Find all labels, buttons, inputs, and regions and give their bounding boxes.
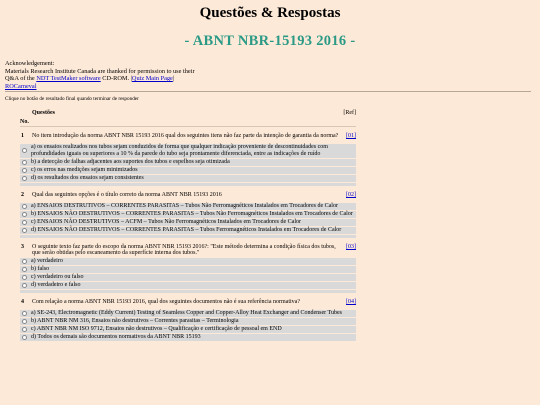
testmaker-link[interactable]: NDT TestMaker software xyxy=(36,75,101,83)
radio-button[interactable] xyxy=(22,283,27,288)
question-ref-link[interactable]: [03] xyxy=(346,243,356,250)
option-text: a) verdadeiro xyxy=(31,258,63,265)
radio-button[interactable] xyxy=(22,327,27,332)
option-text: d) Todos os demais são documentos normativos da ABNT NBR 15193 xyxy=(31,334,201,341)
question-2 xyxy=(20,192,356,238)
option-text: c) os erros nas medições sejam minimizados xyxy=(31,166,138,173)
answer-option[interactable] xyxy=(20,326,356,333)
question-ref-link[interactable]: [04] xyxy=(346,299,356,306)
answer-option[interactable] xyxy=(20,211,356,218)
radio-button[interactable] xyxy=(22,335,27,340)
page-subtitle: - ABNT NBR-15193 2016 - xyxy=(184,33,356,49)
answer-option[interactable] xyxy=(20,167,356,174)
divider xyxy=(5,91,531,92)
radio-button[interactable] xyxy=(22,267,27,272)
option-text: a) SE-243, Electromagnetic (Eddy Current) Testing of Seamless Copper and Copper-Alloy Heat Exchanger and Condenser Tubes xyxy=(31,310,342,317)
option-text: c) ENSAIOS NÃO DESTRUTIVOS – ACFM – Tubos Não Ferromagnéticos Instalados em Trocadores de Calor xyxy=(31,218,301,225)
option-spacer xyxy=(20,183,356,186)
ack-line3-mid: CD-ROM. | xyxy=(100,75,132,83)
quiz-main-page-link[interactable]: Quiz Main Page xyxy=(131,75,173,83)
rocarneval-link[interactable]: ROCarneval xyxy=(5,82,37,90)
question-row xyxy=(20,192,356,202)
question-number: 1 xyxy=(21,133,24,139)
question-row xyxy=(20,133,356,143)
question-text: Com relação a norma ABNT NBR 15193 2016, qual dos seguintes documentos não é sua referência normativa? xyxy=(32,299,300,306)
option-text: c) verdadeiro ou falso xyxy=(31,274,84,281)
answer-option[interactable] xyxy=(20,144,356,158)
answer-option[interactable] xyxy=(20,258,356,265)
option-text: d) verdadeiro e falso xyxy=(31,282,81,289)
question-number: 4 xyxy=(21,299,24,306)
question-3 xyxy=(20,244,356,294)
table-header xyxy=(20,109,356,127)
question-text: No item introdução da norma ABNT NBR 15193 2016 qual dos seguintes itens não faz parte da intenção de garantia da norma? xyxy=(32,133,339,139)
radio-button[interactable] xyxy=(22,160,27,165)
option-text: c) ABNT NBR NM ISO 9712, Ensaios não destrutivos – Qualificação e certificação de pessoal em END xyxy=(31,326,282,333)
question-text: Qual das seguintes opções é o título correto da norma ABNT NBR 15193 2016 xyxy=(32,191,222,198)
question-number: 3 xyxy=(21,243,24,250)
answer-option[interactable] xyxy=(20,159,356,166)
option-text: a) os ensaios realizados nos tubos sejam conduzidos de forma que qualquer indicação proveniente de descontinuidades com profundidades iguais ou superiores a 10 % da parede do tubo seja prontamente diferenciada, entre as indicações de ruído xyxy=(31,144,328,157)
ack-line2: Materials Research Institute Canada are thanked for permission to use their xyxy=(5,67,195,75)
radio-button[interactable] xyxy=(22,204,27,209)
radio-button[interactable] xyxy=(22,275,27,280)
question-ref-link[interactable]: [02] xyxy=(346,191,356,198)
header-no: No. xyxy=(20,119,29,125)
answer-option[interactable] xyxy=(20,203,356,210)
answer-option[interactable] xyxy=(20,318,356,325)
option-text: b) falso xyxy=(31,266,50,273)
answer-option[interactable] xyxy=(20,282,356,289)
ack-line3-suffix: | xyxy=(172,75,175,83)
answer-option[interactable] xyxy=(20,334,356,341)
acknowledgement xyxy=(5,60,195,90)
option-text: b) ENSAIOS NÃO DESTRUTIVOS – CORRENTES PARASITAS – Tubos Não Ferromagnéticos Instalados em Trocadores de Calor xyxy=(31,210,353,217)
instruction-text: Clique no botão de resultado final quando terminar de responder xyxy=(5,96,139,102)
radio-button[interactable] xyxy=(22,212,27,217)
answer-option[interactable] xyxy=(20,310,356,317)
question-row xyxy=(20,244,356,258)
radio-button[interactable] xyxy=(22,220,27,225)
header-questions: Questões xyxy=(32,110,55,116)
answer-option[interactable] xyxy=(20,219,356,226)
option-text: d) ENSAIOS NÃO DESTRUTIVOS – CORRENTES PARASITAS – Tubos Ferromagnéticos Instalados em Trocadores de Calor xyxy=(31,226,342,233)
question-row xyxy=(20,299,356,309)
option-text: d) os resultados dos ensaios sejam consistentes xyxy=(31,174,144,181)
radio-button[interactable] xyxy=(22,228,27,233)
ack-line1: Acknowledgement: xyxy=(5,60,55,67)
radio-button[interactable] xyxy=(22,168,27,173)
option-spacer xyxy=(20,235,356,238)
ack-line3-prefix: Q&A of the xyxy=(5,75,37,83)
questions-table xyxy=(20,109,356,341)
radio-button[interactable] xyxy=(22,259,27,264)
answer-option[interactable] xyxy=(20,175,356,182)
option-text: b) a detecção de falhas adjacentes aos suportes dos tubos e espelhos seja otimizada xyxy=(31,158,230,165)
radio-button[interactable] xyxy=(22,311,27,316)
question-4 xyxy=(20,299,356,341)
radio-button[interactable] xyxy=(22,148,27,153)
option-spacer xyxy=(20,290,356,293)
header-ref: [Ref] xyxy=(343,110,356,116)
radio-button[interactable] xyxy=(22,176,27,181)
question-1 xyxy=(20,133,356,186)
option-text: b) ABNT NBR NM 316, Ensaios não destrutivos – Correntes parasitas – Terminologia xyxy=(31,318,239,325)
answer-option[interactable] xyxy=(20,266,356,273)
answer-option[interactable] xyxy=(20,227,356,234)
question-number: 2 xyxy=(21,191,24,198)
ack-line3 xyxy=(5,75,195,83)
radio-button[interactable] xyxy=(22,319,27,324)
question-ref-link[interactable]: [01] xyxy=(346,133,356,139)
option-text: a) ENSAIOS DESTRUTIVOS – CORRENTES PARASITAS – Tubos Não Ferromagnéticos Instalados em Trocadores de Calor xyxy=(31,202,338,209)
answer-option[interactable] xyxy=(20,274,356,281)
question-text: O seguinte texto faz parte do escopo da norma ABNT NBR 15193 2016?: "Este método determina a condição física dos tubos, que serão obtidas pelo escaneamento da superfície interna dos tubos." xyxy=(32,243,336,257)
page-title: Questões & Respostas xyxy=(199,5,341,21)
